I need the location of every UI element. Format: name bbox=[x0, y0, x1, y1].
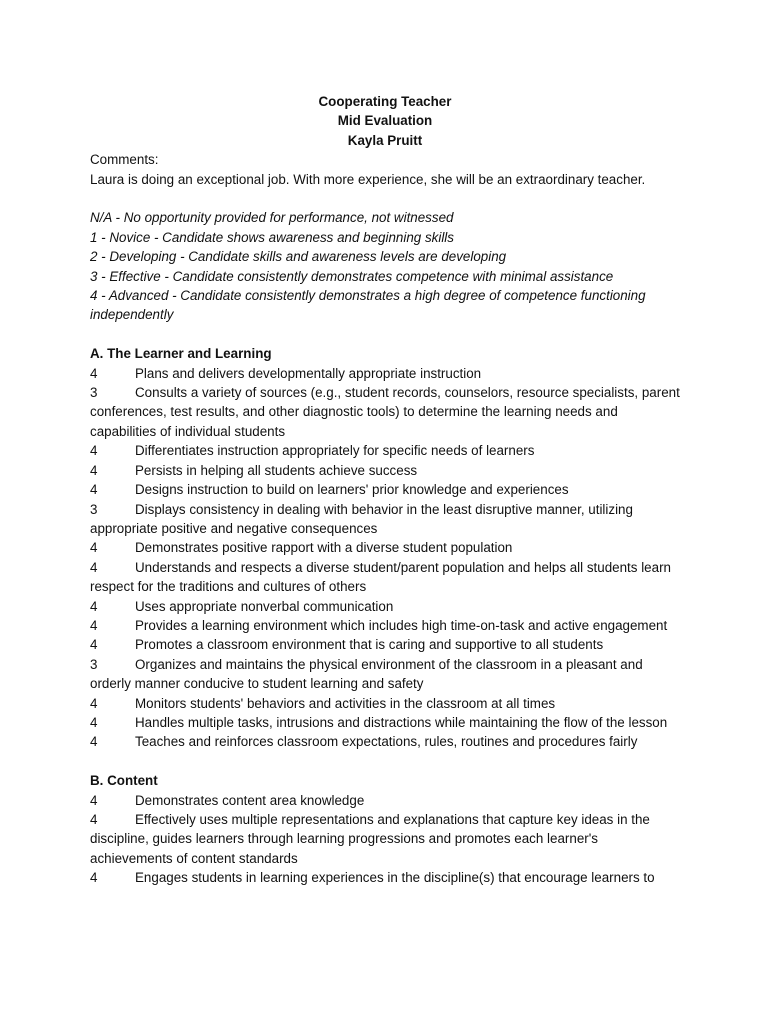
item-text: Teaches and reinforces classroom expectations, rules, routines and procedures fairly bbox=[135, 734, 638, 750]
evaluation-item bbox=[90, 791, 680, 810]
item-text: Plans and delivers developmentally appropriate instruction bbox=[135, 365, 482, 381]
item-text: Provides a learning environment which includes high time-on-task and active engagement bbox=[135, 617, 668, 633]
item-score: 3 bbox=[90, 385, 98, 401]
item-score: 4 bbox=[90, 695, 98, 711]
item-text: Organizes and maintains the physical environment of the classroom in a pleasant and orderly manner conducive to student learning and safety bbox=[90, 656, 643, 692]
section-heading: B. Content bbox=[90, 773, 158, 789]
evaluation-item bbox=[90, 461, 680, 480]
evaluation-item bbox=[90, 480, 680, 499]
item-text: Differentiates instruction appropriately for specific needs of learners bbox=[135, 443, 535, 459]
item-text: Consults a variety of sources (e.g., student records, counselors, resource specialists, parent conferences, test results, and other diagnostic tools) to determine the learning needs and capabilities of individual students bbox=[90, 385, 680, 439]
document-title bbox=[90, 92, 680, 150]
evaluation-item bbox=[90, 635, 680, 654]
evaluation-item bbox=[90, 364, 680, 383]
item-text: Handles multiple tasks, intrusions and distractions while maintaining the flow of the lesson bbox=[135, 714, 668, 730]
evaluation-item bbox=[90, 558, 680, 597]
scale-line-novice: 1 - Novice - Candidate shows awareness and beginning skills bbox=[90, 229, 454, 245]
item-score: 4 bbox=[90, 443, 98, 459]
comments-text: Laura is doing an exceptional job. With more experience, she will be an extraordinary teacher. bbox=[90, 171, 646, 187]
evaluation-item bbox=[90, 694, 680, 713]
section-heading: A. The Learner and Learning bbox=[90, 346, 272, 362]
item-score: 4 bbox=[90, 598, 98, 614]
item-text: Displays consistency in dealing with behavior in the least disruptive manner, utilizing appropriate positive and negative consequences bbox=[90, 501, 633, 536]
item-score: 4 bbox=[90, 870, 98, 886]
section-content bbox=[90, 771, 680, 887]
evaluation-document bbox=[90, 92, 680, 888]
item-text: Uses appropriate nonverbal communication bbox=[135, 598, 394, 614]
evaluation-item bbox=[90, 597, 680, 616]
item-score: 4 bbox=[90, 811, 98, 827]
scale-line-advanced: 4 - Advanced - Candidate consistently demonstrates a high degree of competence functioning independently bbox=[90, 288, 646, 323]
item-score: 4 bbox=[90, 462, 98, 478]
item-text: Demonstrates positive rapport with a diverse student population bbox=[135, 540, 513, 556]
scale-line-effective: 3 - Effective - Candidate consistently demonstrates competence with minimal assistance bbox=[90, 268, 614, 284]
title-line-evaluation: Mid Evaluation bbox=[337, 113, 433, 129]
evaluation-item bbox=[90, 810, 680, 868]
comments-label: Comments: bbox=[90, 152, 159, 168]
evaluation-item bbox=[90, 732, 680, 751]
item-text: Effectively uses multiple representations and explanations that capture key ideas in the discipline, guides learners through learning progressions and promotes each learner's achievements of content standards bbox=[90, 811, 650, 866]
title-line-role: Cooperating Teacher bbox=[318, 94, 452, 109]
item-score: 4 bbox=[90, 365, 98, 381]
evaluation-item bbox=[90, 868, 680, 887]
item-text: Engages students in learning experiences in the discipline(s) that encourage learners to bbox=[135, 870, 655, 886]
item-text: Understands and respects a diverse student/parent population and helps all students learn respect for the traditions and cultures of others bbox=[90, 559, 671, 595]
evaluation-item bbox=[90, 500, 680, 539]
item-score: 4 bbox=[90, 482, 98, 498]
scale-line-developing: 2 - Developing - Candidate skills and awareness levels are developing bbox=[90, 249, 507, 265]
evaluation-item bbox=[90, 616, 680, 635]
scale-line-na: N/A - No opportunity provided for performance, not witnessed bbox=[90, 210, 454, 226]
evaluation-item bbox=[90, 713, 680, 732]
evaluation-item bbox=[90, 538, 680, 557]
item-text: Demonstrates content area knowledge bbox=[135, 792, 365, 808]
item-score: 4 bbox=[90, 792, 98, 808]
item-text: Persists in helping all students achieve success bbox=[135, 462, 418, 478]
item-text: Promotes a classroom environment that is caring and supportive to all students bbox=[135, 637, 604, 653]
item-score: 4 bbox=[90, 559, 98, 575]
item-score: 4 bbox=[90, 734, 98, 750]
title-line-name: Kayla Pruitt bbox=[347, 132, 423, 148]
item-text: Monitors students' behaviors and activities in the classroom at all times bbox=[135, 695, 556, 711]
comments-block bbox=[90, 150, 680, 189]
item-score: 3 bbox=[90, 501, 98, 517]
item-score: 4 bbox=[90, 714, 98, 730]
item-score: 4 bbox=[90, 637, 98, 653]
evaluation-item bbox=[90, 441, 680, 460]
item-score: 4 bbox=[90, 540, 98, 556]
item-score: 4 bbox=[90, 617, 98, 633]
evaluation-item bbox=[90, 655, 680, 694]
evaluation-item bbox=[90, 383, 680, 441]
rating-scale bbox=[90, 208, 680, 324]
item-text: Designs instruction to build on learners' prior knowledge and experiences bbox=[135, 482, 569, 498]
section-learner-and-learning bbox=[90, 344, 680, 752]
item-score: 3 bbox=[90, 656, 98, 672]
